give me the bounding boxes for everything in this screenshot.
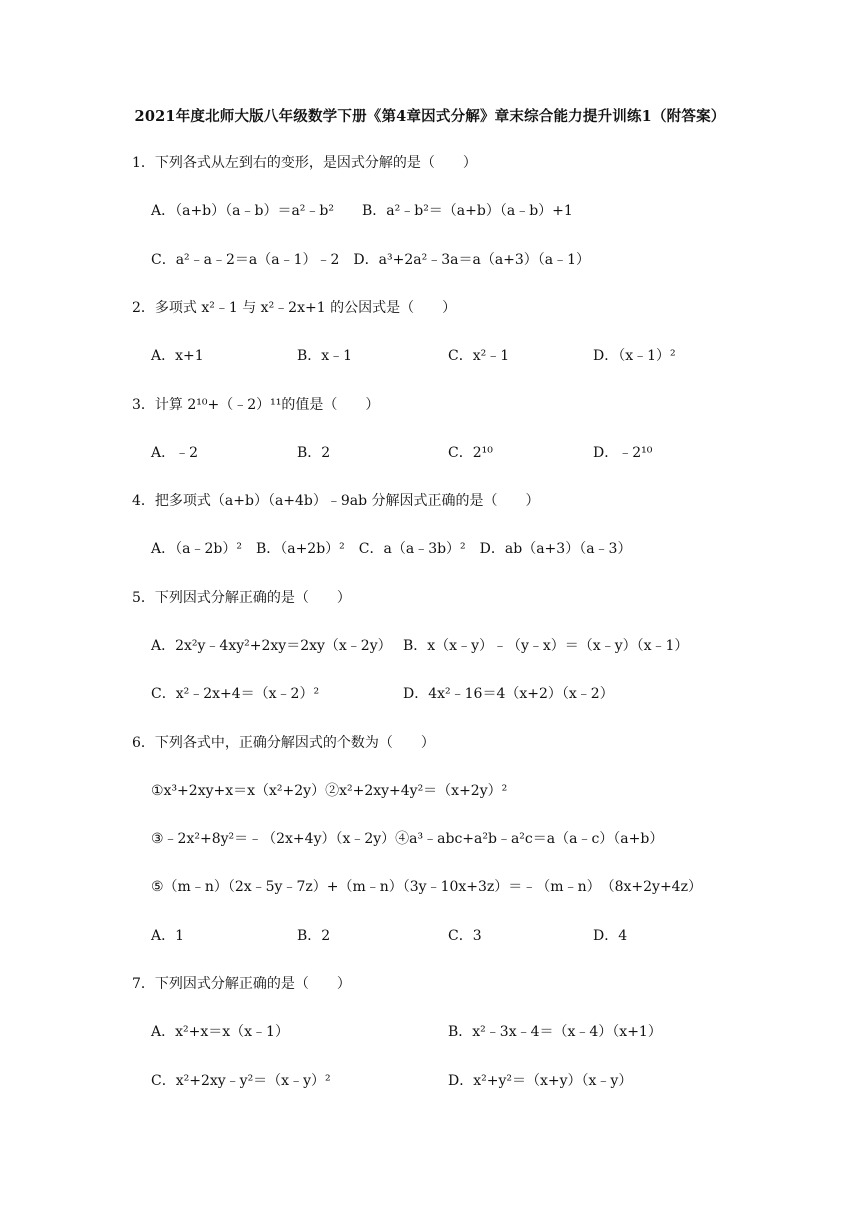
question-7-option-a: A．x²+x＝x（x﹣1）: [151, 1024, 289, 1040]
page-title: 2021年度北师大版八年级数学下册《第4章因式分解》章末综合能力提升训练1（附答案）: [134, 108, 726, 125]
question-5-stem: 5．下列因式分解正确的是（ ）: [132, 590, 351, 606]
question-6-expression-row-1: ①x³+2xy+x＝x（x²+2y）②x²+2xy+4y²＝（x+2y）²: [151, 783, 508, 799]
question-1-options-row-2: C．a²﹣a﹣2＝a（a﹣1）﹣2 D．a³+2a²﹣3a＝a（a+3）（a﹣1）: [151, 252, 591, 268]
question-2-option-b: B．x﹣1: [297, 348, 353, 364]
question-6-expression-row-3: ⑤（m﹣n）（2x﹣5y﹣7z）+（m﹣n）（3y﹣10x+3z）＝﹣（m﹣n） （8x+2y+4z）: [151, 879, 702, 895]
question-5-option-a: A．2x²y﹣4xy²+2xy＝2xy（x﹣2y）: [151, 638, 392, 654]
question-1-stem: 1．下列各式从左到右的变形，是因式分解的是（ ）: [132, 155, 477, 171]
question-7-stem: 7．下列因式分解正确的是（ ）: [132, 976, 351, 992]
question-2-option-d: D．（x﹣1）²: [593, 348, 676, 364]
question-7-option-c: C．x²+2xy﹣y²＝（x﹣y）²: [151, 1073, 331, 1089]
question-5-option-c: C．x²﹣2x+4＝（x﹣2）²: [151, 686, 320, 702]
question-3-option-a: A．﹣2: [151, 445, 199, 461]
question-6-option-b: B．2: [297, 928, 331, 944]
question-3-stem: 3．计算 2¹⁰+（﹣2）¹¹的值是（ ）: [132, 397, 380, 413]
question-2-stem: 2．多项式 x²﹣1 与 x²﹣2x+1 的公因式是（ ）: [132, 300, 457, 316]
question-1-options-row-1: A．（a+b）（a﹣b）＝a²﹣b² B．a²﹣b²＝（a+b）（a﹣b）+1: [151, 203, 573, 219]
question-6-stem: 6．下列各式中，正确分解因式的个数为（ ）: [132, 735, 435, 751]
question-3-option-c: C．2¹⁰: [448, 445, 493, 461]
question-6-option-a: A．1: [151, 928, 185, 944]
question-6-expression-row-2: ③﹣2x²+8y²＝﹣（2x+4y）（x﹣2y）④a³﹣abc+a²b﹣a²c＝a（a﹣c）（a+b）: [151, 831, 664, 847]
question-7-option-b: B．x²﹣3x﹣4＝（x﹣4）（x+1）: [448, 1024, 662, 1040]
question-6-option-d: D．4: [593, 928, 628, 944]
question-2-option-a: A．x+1: [151, 348, 204, 364]
question-7-option-d: D．x²+y²＝（x+y）（x﹣y）: [448, 1073, 633, 1089]
question-6-option-c: C．3: [448, 928, 482, 944]
question-4-stem: 4．把多项式（a+b）（a+4b）﹣9ab 分解因式正确的是（ ）: [132, 493, 540, 509]
question-2-option-c: C．x²﹣1: [448, 348, 510, 364]
question-3-option-b: B．2: [297, 445, 331, 461]
question-5-option-b: B．x（x﹣y）﹣（y﹣x）＝（x﹣y）（x﹣1）: [403, 638, 689, 654]
question-4-options-row: A．（a﹣2b）² B．（a+2b）² C．a（a﹣3b）² D．ab（a+3）（a﹣3）: [151, 541, 632, 557]
question-5-option-d: D．4x²﹣16＝4（x+2）（x﹣2）: [403, 686, 614, 702]
question-3-option-d: D．﹣2¹⁰: [593, 445, 653, 461]
